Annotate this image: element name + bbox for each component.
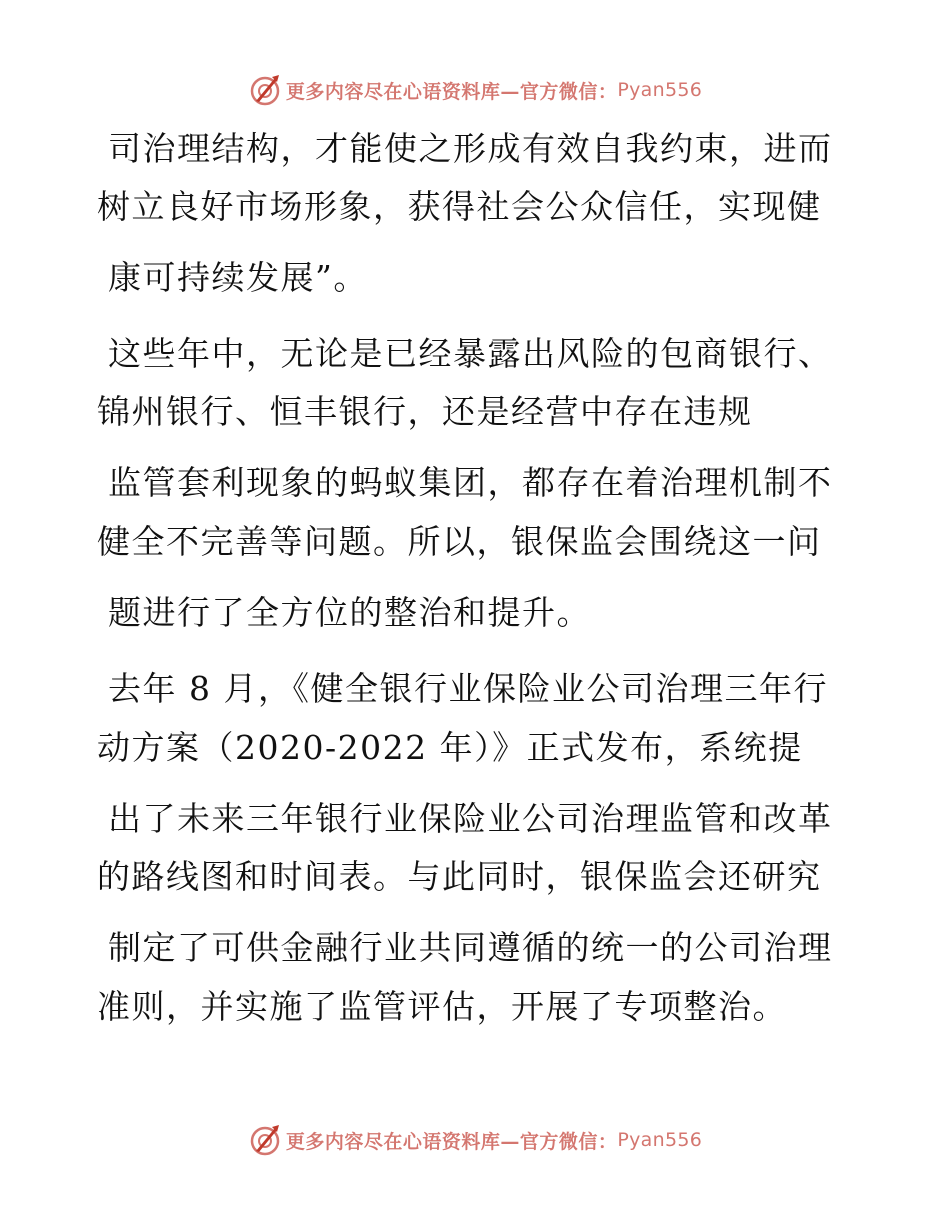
body-line: 司治理结构，才能使之形成有效自我约束，进而	[108, 129, 833, 168]
body-line: 锦州银行、恒丰银行，还是经营中存在违规	[97, 392, 753, 431]
body-line: 题进行了全方位的整治和提升。	[108, 593, 591, 632]
body-line: 动方案（2020-2022 年）》正式发布，系统提	[97, 728, 803, 767]
header-wechat-id: Pyan556	[617, 79, 703, 101]
body-line: 的路线图和时间表。与此同时，银保监会还研究	[97, 857, 822, 896]
body-line: 制定了可供金融行业共同遵循的统一的公司治理	[108, 928, 833, 967]
footer-banner	[0, 1120, 950, 1160]
body-line: 树立良好市场形象，获得社会公众信任，实现健	[97, 187, 822, 226]
header-banner-text: 更多内容尽在心语资料库—官方微信：	[285, 80, 618, 103]
quill-logo-icon	[248, 1123, 282, 1157]
body-line: 康可持续发展”。	[108, 258, 368, 297]
body-line: 去年 8 月，《健全银行业保险业公司治理三年行	[108, 669, 828, 708]
body-line: 监管套利现象的蚂蚁集团，都存在着治理机制不	[108, 463, 833, 502]
footer-banner-text: 更多内容尽在心语资料库—官方微信：	[285, 1130, 618, 1153]
footer-wechat-id: Pyan556	[617, 1129, 703, 1151]
body-line: 健全不完善等问题。所以，银保监会围绕这一问	[97, 522, 822, 561]
body-line: 准则，并实施了监管评估，开展了专项整治。	[97, 987, 787, 1026]
body-line: 出了未来三年银行业保险业公司治理监管和改革	[108, 799, 833, 838]
body-line: 这些年中，无论是已经暴露出风险的包商银行、	[108, 334, 833, 373]
